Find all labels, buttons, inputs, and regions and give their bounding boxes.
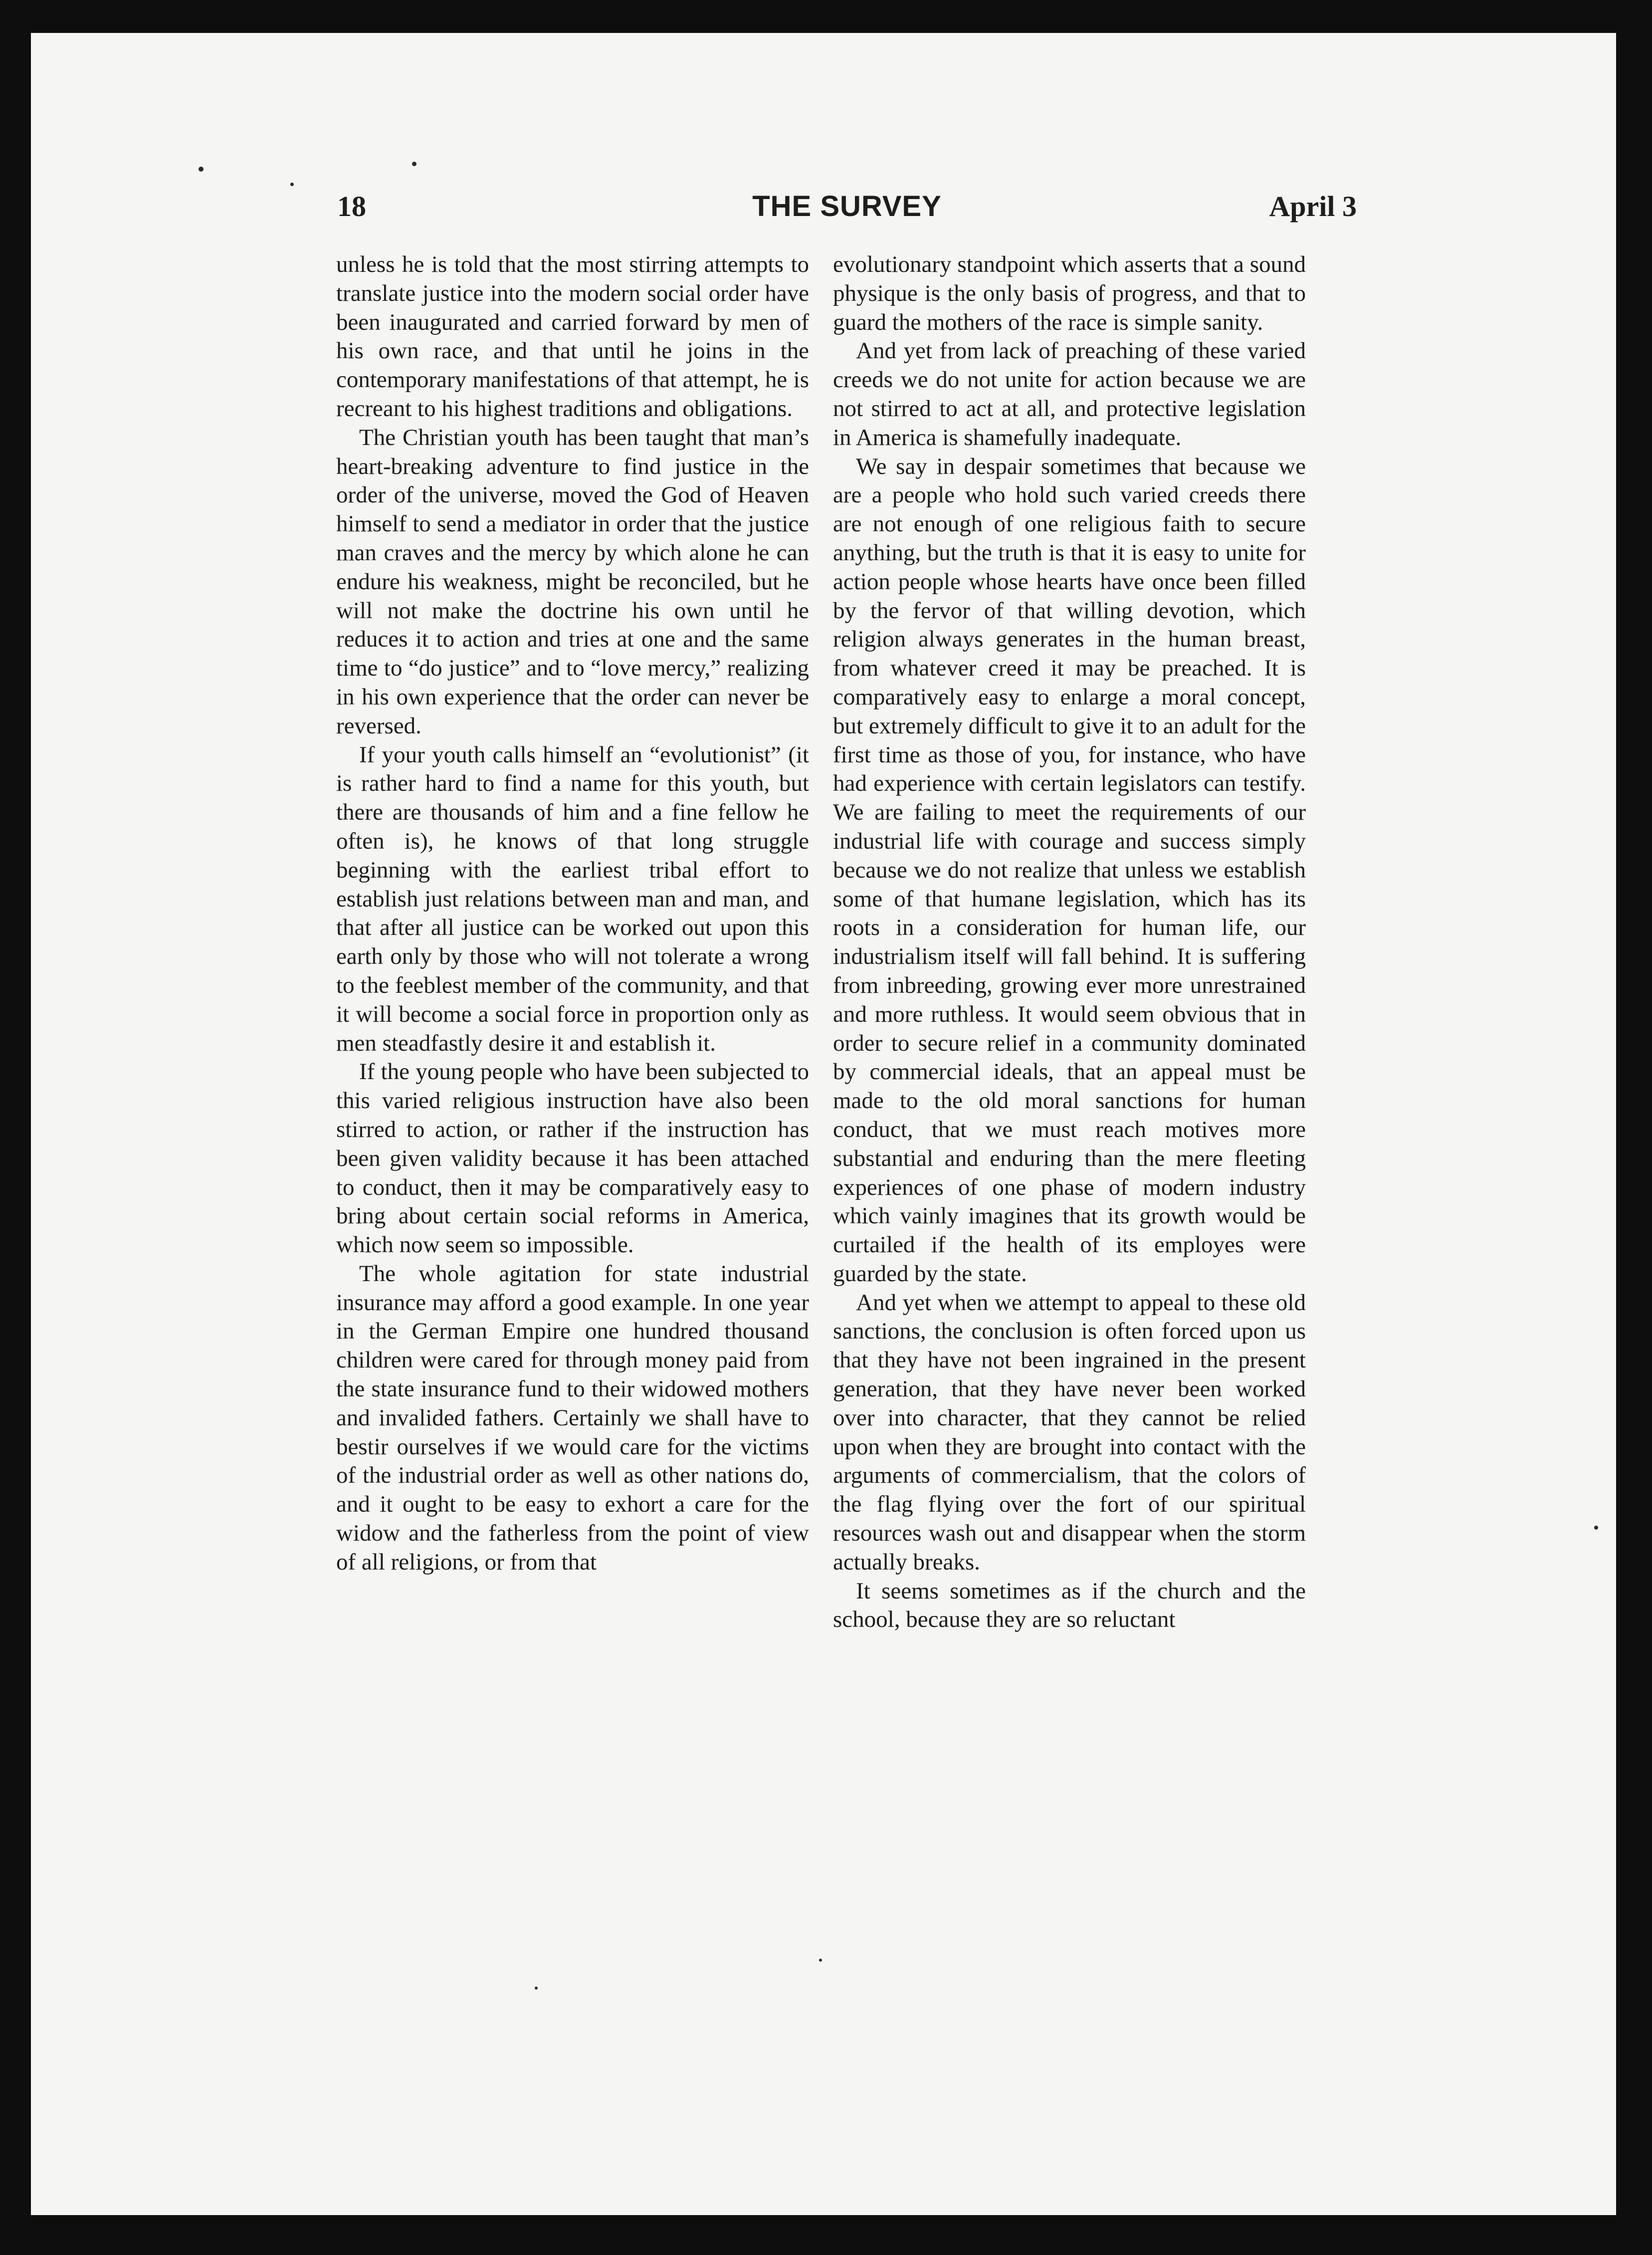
paragraph: The Christian youth has been taught that man’s heart-breaking adventure to find justice in the order of the universe, moved the God of Heaven himself to send a mediator in order that the justice man craves and the mercy by which alone he can endure his weakness, might be reconciled, but he will not make the doctrine his own until he reduces it to action and tries at one and the same time to “do justice” and to “love mercy,” realizing in his own experience that the order can never be reversed.: [336, 424, 809, 739]
paragraph: We say in despair sometimes that because we are a people who hold such varied creeds there are not enough of one religious faith to secure anything, but the truth is that it is easy to unite for action people whose hearts have once been filled by the fervor of that willing devotion, which religion always generates in the human breast, from whatever creed it may be preached. It is comparatively easy to enlarge a moral concept, but extremely difficult to give it to an adult for the first time as those of you, for instance, who have had experience with certain legislators can testify. We are failing to meet the requirements of our industrial life with courage and success simply because we do not realize that unless we establish some of that humane legislation, which has its roots in a consideration for human life, our industrialism itself will fall behind. It is suffering from inbreeding, growing ever more unrestrained and more ruthless. It would seem obvious that in order to secure relief in a community dominated by commercial ideals, that an appeal must be made to the old moral sanctions for human conduct, that we must reach motives more substantial and enduring than the mere fleeting experiences of one phase of modern industry which vainly imagines that its growth would be curtailed if the health of its employes were guarded by the state.: [833, 453, 1306, 1287]
right-column: [833, 250, 1306, 1634]
dust-speck: [1594, 1526, 1598, 1530]
paragraph: And yet from lack of preaching of these varied creeds we do not unite for action because we are not stirred to act at all, and protective legislation in America is shamefully inadequate.: [833, 338, 1306, 451]
dust-speck: [819, 1959, 822, 1962]
paragraph: The whole agitation for state industrial insurance may afford a good example. In one year in the German Empire one hundred thousand children were cared for through money paid from the state insurance fund to their widowed mothers and invalided fathers. Certainly we shall have to bestir ourselves if we would care for the victims of the industrial order as well as other nations do, and it ought to be easy to exhort a care for the widow and the fatherless from the point of view of all religions, or from that: [336, 1260, 809, 1575]
dust-speck: [290, 183, 294, 186]
page-sheet: [31, 33, 1616, 2215]
magazine-title: THE SURVEY: [752, 190, 942, 223]
paragraph: If the young people who have been subjected to this varied religious instruction have also been stirred to action, or rather if the instruction has been given validity because it has been attached to conduct, then it may be comparatively easy to bring about certain social reforms in America, which now seem so impossible.: [336, 1059, 809, 1258]
dust-speck: [412, 162, 416, 166]
page-number: 18: [337, 190, 366, 223]
paragraph: And yet when we attempt to appeal to these old sanctions, the conclusion is often forced upon us that they have not been ingrained in the present generation, that they have never been worked over into character, that they cannot be relied upon when they are brought into contact with the arguments of commercialism, that the colors of the flag flying over the fort of our spiritual resources wash out and disappear when the storm actually breaks.: [833, 1289, 1306, 1575]
page-header: [337, 190, 1357, 239]
paragraph: evolutionary standpoint which asserts that a sound physique is the only basis of progress, and that to guard the mothers of the race is simple sanity.: [833, 251, 1306, 335]
paragraph: unless he is told that the most stirring attempts to translate justice into the modern social order have been inaugurated and carried forward by men of his own race, and that until he joins in the contemporary manifestations of that attempt, he is recreant to his highest traditions and obligations.: [336, 251, 809, 422]
paragraph: If your youth calls himself an “evolutionist” (it is rather hard to find a name for this youth, but there are thousands of him and a fine fellow he often is), he knows of that long struggle beginning with the earliest tribal effort to establish just relations between man and man, and that after all justice can be worked out upon this earth only by those who will not tolerate a wrong to the feeblest member of the community, and that it will become a social force in proportion only as men steadfastly desire it and establish it.: [336, 741, 809, 1056]
dust-speck: [535, 1987, 538, 1990]
dust-speck: [199, 167, 204, 172]
left-column: [336, 250, 809, 1577]
paragraph: It seems sometimes as if the church and the school, because they are so reluctant: [833, 1578, 1306, 1633]
issue-date: April 3: [1269, 190, 1357, 223]
